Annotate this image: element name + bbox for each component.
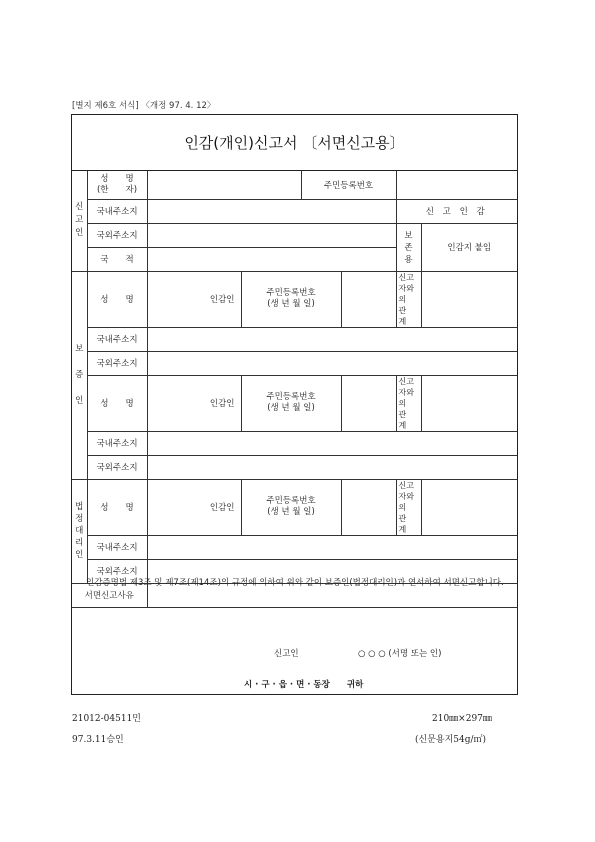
guarantor1-name-label: 성 명 xyxy=(87,271,147,327)
agent-rrn-field[interactable] xyxy=(341,479,396,535)
guarantor1-rrn-label: 주민등록번호 (생 년 월 일) xyxy=(241,271,341,327)
agent-relation-field[interactable] xyxy=(421,479,517,535)
form-table xyxy=(72,171,517,608)
applicant-keep-label: 보 존 용 xyxy=(396,223,421,271)
signer-label: 신고인 xyxy=(274,649,299,659)
guarantor2-rrn-label: 주민등록번호 (생 년 월 일) xyxy=(241,375,341,431)
guarantor1-foreign-label: 국외주소지 xyxy=(87,351,147,375)
addressee: 시 · 구 · 읍 · 면 · 동장 귀하 xyxy=(244,680,364,690)
agent-name-label: 성 명 xyxy=(87,479,147,535)
agent-section-label: 법 정 대 리 인 xyxy=(72,479,87,583)
agent-domestic-label: 국내주소지 xyxy=(87,535,147,559)
guarantor1-foreign-field[interactable] xyxy=(147,351,517,375)
guarantor1-domestic-label: 국내주소지 xyxy=(87,327,147,351)
applicant-seal-attach-box[interactable]: 인감지 붙임 xyxy=(421,223,517,271)
applicant-nationality-label: 국 적 xyxy=(87,247,147,271)
guarantor1-seal-label[interactable]: 인감인 xyxy=(147,271,241,327)
guarantor2-foreign-label: 국외주소지 xyxy=(87,455,147,479)
applicant-name-field[interactable] xyxy=(147,171,301,199)
approval-date: 97.3.11승인 xyxy=(72,735,124,745)
form-title: 인감(개인)신고서 〔서면신고용〕 xyxy=(72,115,517,171)
agent-domestic-field[interactable] xyxy=(147,535,517,559)
guarantor1-domestic-field[interactable] xyxy=(147,327,517,351)
guarantor1-rrn-field[interactable] xyxy=(341,271,396,327)
form-header: [별지 제6호 서식] 〈개정 97. 4. 12〉 xyxy=(72,101,216,111)
guarantor2-foreign-field[interactable] xyxy=(147,455,517,479)
form-code: 21012-04511민 xyxy=(72,714,141,724)
applicant-seal-label: 신 고 인 감 xyxy=(396,199,517,223)
agent-foreign-label: 국외주소지 xyxy=(87,559,147,583)
applicant-section-label: 신 고 인 xyxy=(72,171,87,271)
agent-rrn-label: 주민등록번호 (생 년 월 일) xyxy=(241,479,341,535)
applicant-foreign-field[interactable] xyxy=(147,223,396,247)
applicant-domestic-label: 국내주소지 xyxy=(87,199,147,223)
reason-label: 서면신고사유 xyxy=(72,583,147,607)
guarantor2-rrn-field[interactable] xyxy=(341,375,396,431)
guarantor2-domestic-label: 국내주소지 xyxy=(87,431,147,455)
applicant-rrn-field[interactable] xyxy=(396,171,517,199)
form-frame xyxy=(71,114,518,695)
applicant-name-label: 성 명 (한 자) xyxy=(87,171,147,199)
applicant-nationality-field[interactable] xyxy=(147,247,396,271)
paper-spec: (신문용지54g/㎡) xyxy=(415,735,487,745)
signer-signature-field[interactable]: ○ ○ ○ (서명 또는 인) xyxy=(358,649,442,659)
applicant-rrn-label: 주민등록번호 xyxy=(301,171,396,199)
guarantor2-relation-field[interactable] xyxy=(421,375,517,431)
guarantor1-relation-label: 신고자와의 관 계 xyxy=(396,271,421,327)
guarantor2-name-label: 성 명 xyxy=(87,375,147,431)
guarantor2-seal-label[interactable]: 인감인 xyxy=(147,375,241,431)
statement-text: 인감증명법 제3조 및 제7조(제14조)의 규정에 의하여 위와 같이 보증인(법정대리인)과 연서하여 서면신고합니다. xyxy=(86,578,504,588)
guarantor2-relation-label: 신고자와의 관 계 xyxy=(396,375,421,431)
applicant-domestic-field[interactable] xyxy=(147,199,396,223)
guarantor-section-label: 보 증 인 xyxy=(72,271,87,479)
guarantor2-domestic-field[interactable] xyxy=(147,431,517,455)
paper-size: 210㎜×297㎜ xyxy=(432,714,492,724)
applicant-foreign-label: 국외주소지 xyxy=(87,223,147,247)
agent-seal-label[interactable]: 인감인 xyxy=(147,479,241,535)
guarantor1-relation-field[interactable] xyxy=(421,271,517,327)
agent-relation-label: 신고자와의 관 계 xyxy=(396,479,421,535)
